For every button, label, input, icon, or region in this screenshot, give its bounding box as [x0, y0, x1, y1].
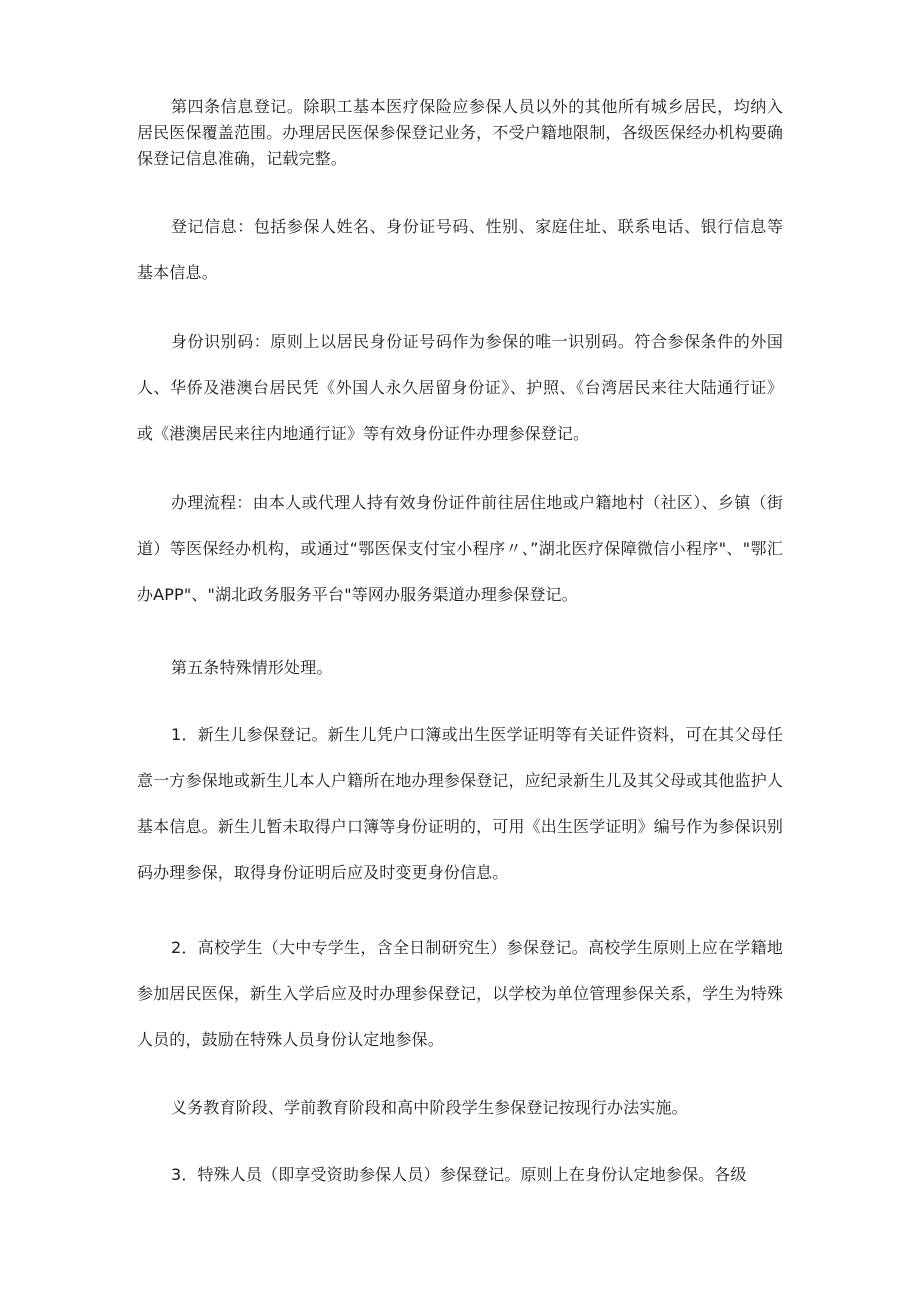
special-personnel-paragraph: 3．特殊人员（即享受资助参保人员）参保登记。原则上在身份认定地参保。各级	[171, 1165, 747, 1184]
compulsory-education-paragraph: 义务教育阶段、学前教育阶段和高中阶段学生参保登记按现行办法实施。	[171, 1098, 688, 1117]
article-5-heading: 第五条特殊情形处理。	[171, 658, 333, 677]
process-paragraph: 办理流程：由本人或代理人持有效身份证件前往居住地或户籍地村（社区）、乡镇（街道）等医保经办机构，或通过“鄂医保支付宝小程序〃、”湖北医疗保障微信小程序"、"鄂汇办APP"、"湖北政务服务平台"等网办服务渠道办理参保登记。	[137, 493, 783, 604]
registration-info-paragraph: 登记信息：包括参保人姓名、身份证号码、性别、家庭住址、联系电话、银行信息等基本信息。	[137, 217, 783, 282]
identity-code-paragraph: 身份识别码：原则上以居民身份证号码作为参保的唯一识别码。符合参保条件的外国人、华侨及港澳台居民凭《外国人永久居留身份证》、护照、《台湾居民来往大陆通行证》或《港澳居民来往内地通行证》等有效身份证件办理参保登记。	[137, 332, 783, 443]
newborn-paragraph: 1．新生儿参保登记。新生儿凭户口簿或出生医学证明等有关证件资料，可在其父母任意一方参保地或新生儿本人户籍所在地办理参保登记，应纪录新生儿及其父母或其他监护人基本信息。新生儿暂未取得户口簿等身份证明的，可用《出生医学证明》编号作为参保识别码办理参保，取得身份证明后应及时变更身份信息。	[137, 725, 784, 882]
college-students-paragraph: 2．高校学生（大中专学生，含全日制研究生）参保登记。高校学生原则上应在学籍地参加居民医保，新生入学后应及时办理参保登记，以学校为单位管理参保关系，学生为特殊人员的，鼓励在特殊人员身份认定地参保。	[137, 938, 784, 1049]
article-4-paragraph: 第四条信息登记。除职工基本医疗保险应参保人员以外的其他所有城乡居民，均纳入居民医保覆盖范围。办理居民医保参保登记业务，不受户籍地限制，各级医保经办机构要确保登记信息准确，记载完整。	[137, 97, 784, 168]
